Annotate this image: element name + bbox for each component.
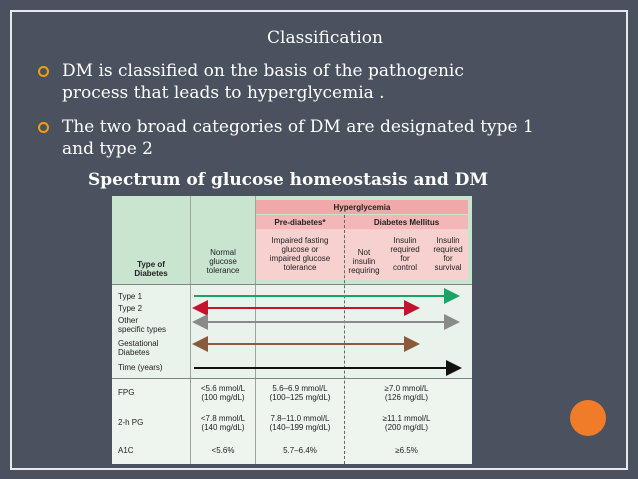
slide-title: Classification: [267, 28, 383, 48]
not-insulin-requiring-label: Not insulin requiring: [348, 248, 380, 275]
row-gestational-label: Gestational: [118, 339, 159, 348]
2h-pg-prediabetes: 7.8–11.0 mmol/L (140–199 mg/dL): [269, 414, 331, 432]
hyperglycemia-label: Hyperglycemia: [333, 203, 391, 212]
progression-arrows: [112, 284, 472, 378]
fpg-diabetes: ≥7.0 mmol/L (126 mg/dL): [384, 384, 429, 402]
insulin-for-survival-label: Insulin required for survival: [433, 236, 463, 272]
row-other-label: Other: [118, 316, 139, 325]
bullet-1: [38, 60, 558, 104]
prediabetes-label: Pre-diabetes*: [274, 218, 326, 227]
bullet-1-line-2: process that leads to hyperglycemia .: [62, 83, 385, 103]
type-of-diabetes-label: Type of Diabetes: [134, 260, 168, 278]
diabetes-mellitus-label: Diabetes Mellitus: [373, 218, 440, 227]
bullet-marker-icon: [38, 66, 49, 77]
row-gestational-label-2: Diabetes: [118, 348, 150, 357]
2h-pg-label: 2-h PG: [118, 418, 144, 427]
fpg-prediabetes: 5.6–6.9 mmol/L (100–125 mg/dL): [269, 384, 331, 402]
fpg-normal: <5.6 mmol/L (100 mg/dL): [200, 384, 246, 402]
bullet-2: [38, 116, 598, 160]
bullet-2-line-1: The two broad categories of DM are designated type 1: [62, 117, 534, 137]
a1c-normal: <5.6%: [211, 446, 235, 455]
row-other-label-2: specific types: [118, 325, 167, 334]
fpg-label: FPG: [118, 388, 135, 397]
row-time-label: Time (years): [118, 363, 163, 372]
row-type1-label: Type 1: [118, 292, 143, 301]
bullet-2-line-2: and type 2: [62, 139, 153, 159]
a1c-prediabetes: 5.7–6.4%: [283, 446, 317, 455]
diabetes-spectrum-figure: [112, 196, 472, 464]
2h-pg-normal: <7.8 mmol/L (140 mg/dL): [200, 414, 246, 432]
insulin-for-control-label: Insulin required for control: [390, 236, 420, 272]
grid-line: [112, 378, 472, 379]
bullet-marker-icon: [38, 122, 49, 133]
row-type2-label: Type 2: [118, 304, 143, 313]
figure-heading: Spectrum of glucose homeostasis and DM: [88, 170, 489, 190]
decorative-dot: [570, 400, 606, 436]
normal-tolerance-label: Normal glucose tolerance: [206, 248, 240, 275]
impaired-glucose-label: Impaired fasting glucose or impaired glucose tolerance: [269, 236, 331, 272]
a1c-diabetes: ≥6.5%: [395, 446, 418, 455]
a1c-label: A1C: [118, 446, 134, 455]
2h-pg-diabetes: ≥11.1 mmol/L (200 mg/dL): [382, 414, 431, 432]
bullet-1-line-1: DM is classified on the basis of the pathogenic: [62, 61, 464, 81]
